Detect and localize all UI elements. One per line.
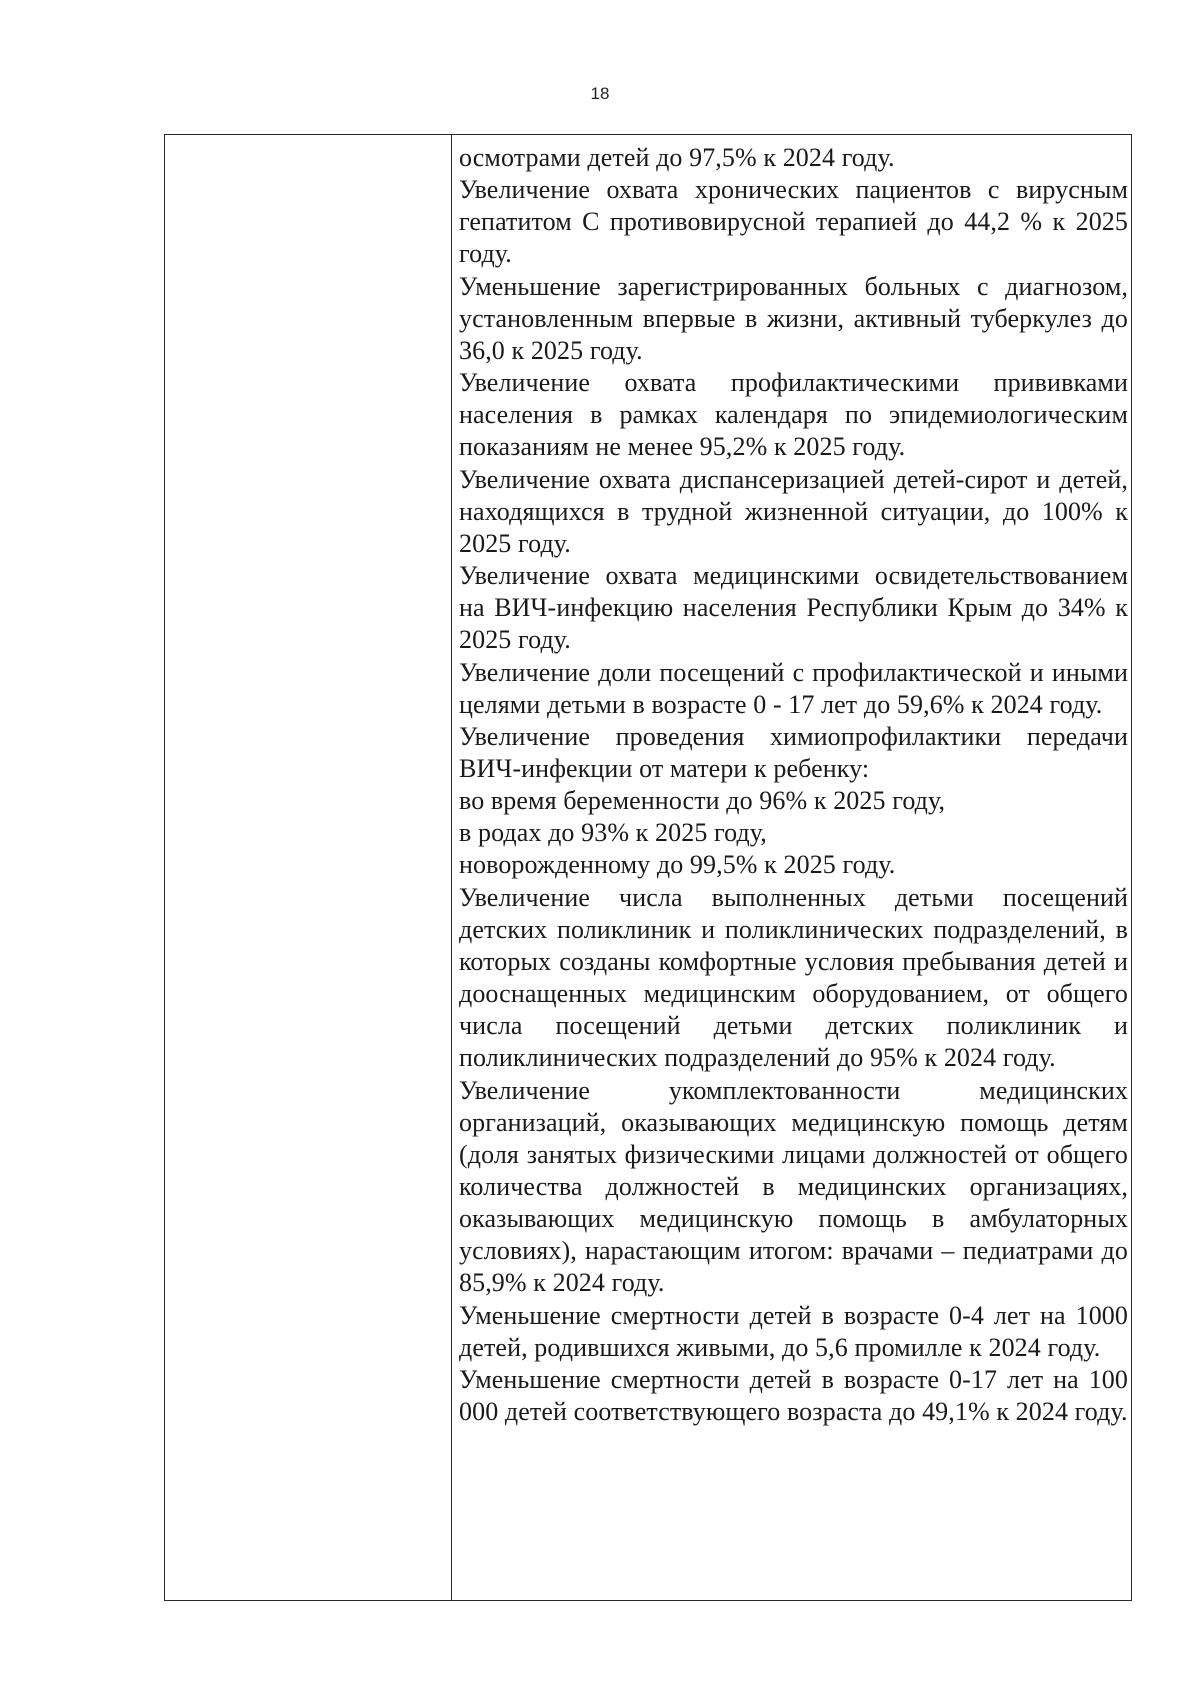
indicator-paragraph: Увеличение укомплектованности медицинских организаций, оказывающих медицинскую помощь детям (доля занятых физическими лицами должностей от общего количества должностей в медицинских организациях, оказывающих медицинскую помощь в амбулаторных условиях), нарастающим итогом: врачами – педиатрами до 85,9% к 2024 году. [459, 1075, 1128, 1298]
indicator-paragraph: Увеличение охвата профилактическими прививками населения в рамках календаря по эпидемиологическим показаниям не менее 95,2% к 2025 году. [459, 368, 1128, 462]
indicator-paragraph: Увеличение доли посещений с профилактической и иными целями детьми в возрасте 0 - 17 лет до 59,6% к 2024 году. [459, 657, 1128, 719]
indicator-sub-item: во время беременности до 96% к 2025 году, [459, 786, 946, 816]
indicator-sub-item: в родах до 93% к 2025 году, [459, 818, 767, 848]
indicator-sub-item: новорожденному до 99,5% к 2025 году. [459, 850, 896, 880]
indicator-paragraph: Уменьшение смертности детей в возрасте 0-4 лет на 1000 детей, родившихся живыми, до 5,6 промилле к 2024 году. [459, 1300, 1128, 1362]
table-right-cell [452, 135, 1131, 1600]
indicator-paragraph: Увеличение проведения химиопрофилактики передачи ВИЧ-инфекции от матери к ребенку: [459, 721, 1128, 783]
indicator-paragraph: Увеличение охвата медицинскими освидетельствованием на ВИЧ-инфекцию населения Республики Крым до 34% к 2025 году. [459, 561, 1128, 655]
table-left-cell [165, 135, 452, 1600]
document-table [164, 134, 1132, 1601]
page-number: 18 [590, 84, 610, 103]
indicator-paragraph: Увеличение охвата диспансеризацией детей-сирот и детей, находящихся в трудной жизненной ситуации, до 100% к 2025 году. [459, 464, 1128, 558]
indicator-paragraph: Уменьшение смертности детей в возрасте 0-17 лет на 100 000 детей соответствующего возраста до 49,1% к 2024 году. [459, 1364, 1128, 1427]
indicator-paragraph: Уменьшение зарегистрированных больных с диагнозом, установленным впервые в жизни, активный туберкулез до 36,0 к 2025 году. [459, 271, 1128, 365]
indicator-paragraph: осмотрами детей до 97,5% к 2024 году. [459, 143, 895, 172]
indicator-paragraph: Увеличение числа выполненных детьми посещений детских поликлиник и поликлинических подразделений, в которых созданы комфортные условия пребывания детей и дооснащенных медицинским оборудованием, от общего числа посещений детьми детских поликлиник и поликлинических подразделений до 95% к 2024 году. [459, 882, 1128, 1073]
indicator-paragraph: Увеличение охвата хронических пациентов с вирусным гепатитом С противовирусной терапией до 44,2 % к 2025 году. [459, 175, 1128, 269]
